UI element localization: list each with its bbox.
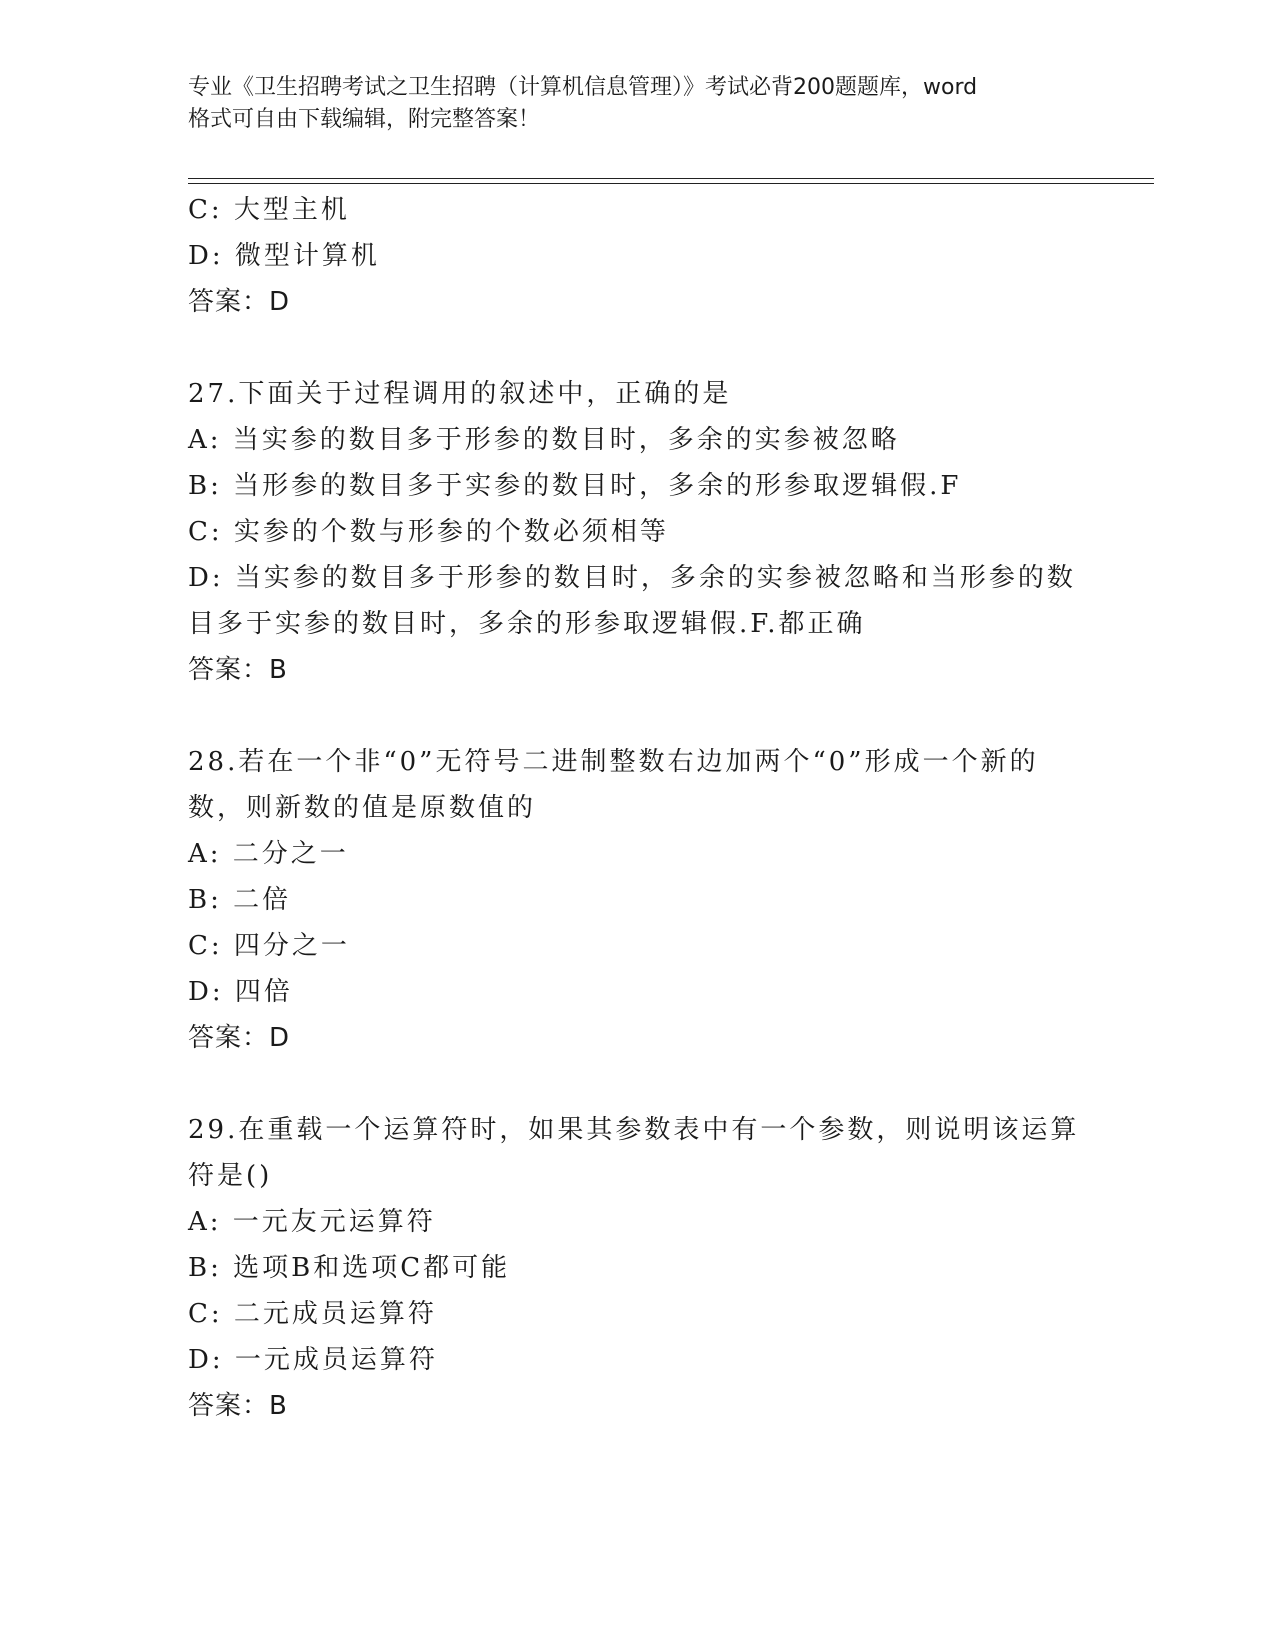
option-b: B: 二倍 bbox=[188, 885, 292, 915]
question-stem-continued: 符是() bbox=[188, 1161, 273, 1191]
question-stem-continued: 数，则新数的值是原数值的 bbox=[188, 793, 537, 823]
header-line-2: 格式可自由下载编辑，附完整答案！ bbox=[188, 107, 541, 132]
question-block-26 bbox=[188, 187, 1088, 325]
option-a: A: 当实参的数目多于形参的数目时，多余的实参被忽略 bbox=[188, 425, 900, 455]
answer: 答案：D bbox=[188, 287, 291, 317]
question-stem: 29.在重载一个运算符时，如果其参数表中有一个参数，则说明该运算 bbox=[188, 1115, 1080, 1145]
answer: 答案：D bbox=[188, 1023, 291, 1053]
question-block-29 bbox=[188, 1107, 1088, 1429]
option-d: D: 微型计算机 bbox=[188, 241, 380, 271]
option-d: D: 四倍 bbox=[188, 977, 293, 1007]
answer: 答案：B bbox=[188, 1391, 288, 1421]
option-a: A: 一元友元运算符 bbox=[188, 1207, 436, 1237]
question-stem: 28.若在一个非“0”无符号二进制整数右边加两个“0”形成一个新的 bbox=[188, 747, 1039, 777]
option-d: D: 一元成员运算符 bbox=[188, 1345, 438, 1375]
question-block-27 bbox=[188, 371, 1088, 693]
option-d: D: 当实参的数目多于形参的数目时，多余的实参被忽略和当形参的数 bbox=[188, 563, 1076, 593]
header-line-1: 专业《卫生招聘考试之卫生招聘（计算机信息管理）》考试必背200题题库，word bbox=[188, 75, 978, 100]
option-d-continued: 目多于实参的数目时，多余的形参取逻辑假.F.都正确 bbox=[188, 609, 866, 639]
document-header bbox=[188, 72, 1088, 136]
question-list bbox=[188, 187, 1088, 1429]
option-b: B: 选项B和选项C都可能 bbox=[188, 1253, 511, 1283]
header-divider-top bbox=[188, 178, 1154, 179]
option-a: A: 二分之一 bbox=[188, 839, 349, 869]
option-c: C: 二元成员运算符 bbox=[188, 1299, 437, 1329]
option-b: B: 当形参的数目多于实参的数目时，多余的形参取逻辑假.F bbox=[188, 471, 962, 501]
option-c: C: 实参的个数与形参的个数必须相等 bbox=[188, 517, 669, 547]
option-c: C: 大型主机 bbox=[188, 195, 350, 225]
question-stem: 27.下面关于过程调用的叙述中，正确的是 bbox=[188, 379, 732, 409]
header-divider-bottom bbox=[188, 183, 1154, 184]
option-c: C: 四分之一 bbox=[188, 931, 350, 961]
answer: 答案：B bbox=[188, 655, 288, 685]
question-block-28 bbox=[188, 739, 1088, 1061]
